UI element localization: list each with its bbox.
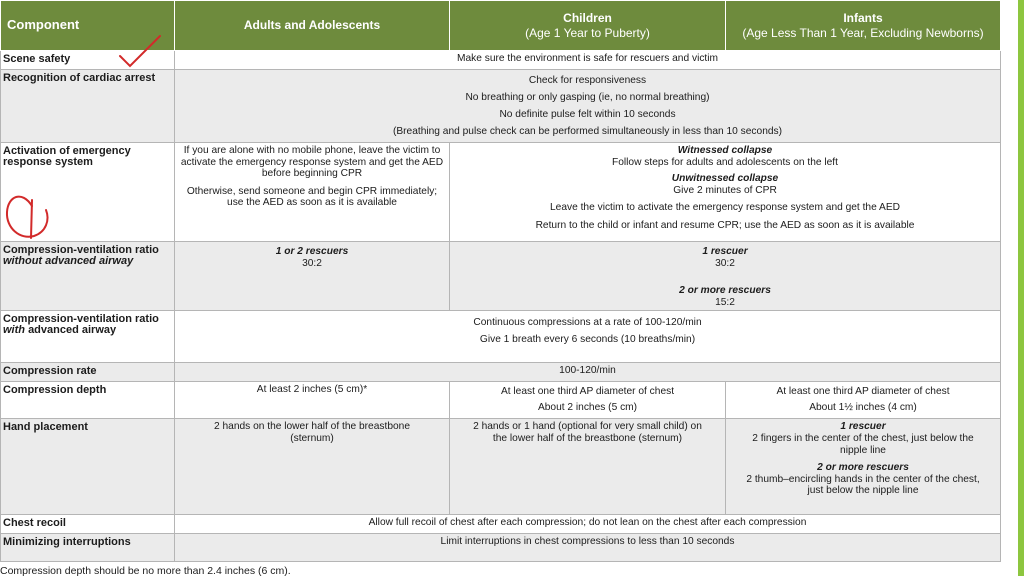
accent-bar <box>1018 0 1024 576</box>
unwitnessed-heading: Unwitnessed collapse <box>671 173 779 185</box>
row-hand-placement <box>1 419 1001 515</box>
ratio-label-emphasis: with <box>3 324 25 337</box>
rescuer-heading: 1 rescuer <box>840 421 886 433</box>
recognition-line: No definite pulse felt within 10 seconds <box>499 109 676 120</box>
recognition-line: Check for responsiveness <box>528 75 647 86</box>
row-label: Compression rate <box>1 363 175 382</box>
row-minimizing-interruptions <box>1 534 1001 562</box>
header-children-label: Children <box>563 11 612 25</box>
cell-infants <box>726 419 1001 515</box>
cell-children-infants <box>450 242 1001 311</box>
row-label: Activation of emergency response system <box>1 143 175 242</box>
cell-all: Make sure the environment is safe for rescuers and victim <box>175 51 1001 70</box>
rescuer-heading: 1 rescuer <box>702 246 748 257</box>
row-label: Hand placement <box>1 419 175 515</box>
row-compression-depth <box>1 382 1001 419</box>
cell-all <box>175 70 1001 143</box>
cell-children-infants <box>450 143 1001 242</box>
ratio-value: 15:2 <box>715 296 735 308</box>
recognition-line: No breathing or only gasping (ie, no normal breathing) <box>465 92 710 103</box>
rescuer-heading: 1 or 2 rescuers <box>275 246 349 257</box>
rescuer-heading: 2 or more rescuers <box>679 285 771 297</box>
header-adults-label: Adults and Adolescents <box>243 18 381 33</box>
recognition-line: (Breathing and pulse check can be performed simultaneously in less than 10 seconds) <box>392 126 783 137</box>
row-compression-rate <box>1 363 1001 382</box>
airway-line: Continuous compressions at a rate of 100-120/min <box>473 317 702 329</box>
depth-text: At least one third AP diameter of chest <box>776 386 950 398</box>
cell-all <box>175 311 1001 363</box>
hand-text: 2 thumb–encircling hands in the center of the chest, just below the nipple line <box>746 473 980 497</box>
unwitnessed-text: Give 2 minutes of CPR <box>673 184 777 196</box>
ratio-label: Compression-ventilation ratio <box>3 244 159 256</box>
cell-all: 100-120/min <box>175 363 1001 382</box>
header-adults <box>175 1 450 51</box>
ratio-value: 30:2 <box>302 257 322 269</box>
row-label <box>1 311 175 363</box>
ratio-value: 30:2 <box>715 257 735 269</box>
hand-text: 2 fingers in the center of the chest, just below the nipple line <box>752 432 974 456</box>
row-label: Recognition of cardiac arrest <box>1 70 175 143</box>
witnessed-text: Follow steps for adults and adolescents on the left <box>612 156 838 168</box>
witnessed-heading: Witnessed collapse <box>677 145 773 156</box>
ratio-label-suffix: advanced airway <box>28 324 117 337</box>
row-ratio-with-airway <box>1 311 1001 363</box>
row-label: Minimizing interruptions <box>1 534 175 562</box>
cell-all: Limit interruptions in chest compressions to less than 10 seconds <box>175 534 1001 562</box>
row-activation <box>1 143 1001 242</box>
header-infants-age: (Age Less Than 1 Year, Excluding Newborns) <box>742 25 984 40</box>
cell-adults: At least 2 inches (5 cm)* <box>175 382 450 419</box>
cell-adults <box>175 419 450 515</box>
depth-text: At least one third AP diameter of chest <box>500 386 675 398</box>
activation-adults-text: Otherwise, send someone and begin CPR immediately; use the AED as soon as it is available <box>186 185 438 209</box>
activation-adults-text: If you are alone with no mobile phone, leave the victim to activate the emergency response system and get the AED before beginning CPR <box>180 145 444 180</box>
ratio-label: Compression-ventilation ratio <box>3 313 159 326</box>
cell-adults <box>175 242 450 311</box>
ratio-label-emphasis: without advanced airway <box>3 255 134 267</box>
header-component: Component <box>1 1 175 51</box>
cell-children <box>450 382 726 419</box>
row-ratio-without-airway <box>1 242 1001 311</box>
depth-text: About 1½ inches (4 cm) <box>809 402 917 414</box>
cell-infants <box>726 382 1001 419</box>
row-scene-safety <box>1 51 1001 70</box>
cell-children <box>450 419 726 515</box>
row-label: Chest recoil <box>1 515 175 534</box>
row-label: Compression depth <box>1 382 175 419</box>
cell-adults <box>175 143 450 242</box>
airway-line: Give 1 breath every 6 seconds (10 breaths/min) <box>479 334 696 346</box>
hand-text: 2 hands on the lower half of the breastbone (sternum) <box>214 421 410 444</box>
row-label <box>1 242 175 311</box>
header-infants-label: Infants <box>843 11 883 25</box>
footnote: Compression depth should be no more than 2.4 inches (6 cm). <box>0 565 291 577</box>
header-row <box>1 1 1001 51</box>
row-chest-recoil <box>1 515 1001 534</box>
depth-text: About 2 inches (5 cm) <box>537 402 638 414</box>
row-label: Scene safety <box>1 51 175 70</box>
cell-all: Allow full recoil of chest after each compression; do not lean on the chest after each compression <box>175 515 1001 534</box>
rescuer-heading: 2 or more rescuers <box>817 462 909 474</box>
hand-text: 2 hands or 1 hand (optional for very small child) on the lower half of the breastbone (sternum) <box>473 421 702 444</box>
row-recognition <box>1 70 1001 143</box>
header-infants <box>726 1 1001 51</box>
header-children <box>450 1 726 51</box>
header-children-age: (Age 1 Year to Puberty) <box>525 25 650 40</box>
unwitnessed-text: Return to the child or infant and resume CPR; use the AED as soon as it is available <box>535 219 915 231</box>
unwitnessed-text: Leave the victim to activate the emergency response system and get the AED <box>550 202 900 214</box>
